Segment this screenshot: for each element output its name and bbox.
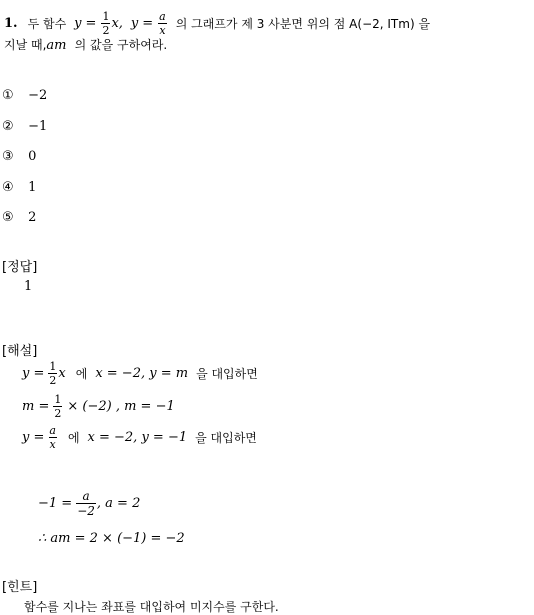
explanation-label: [해설]	[2, 344, 38, 359]
expl1-var: x	[58, 365, 66, 381]
choice-2[interactable]	[2, 119, 47, 134]
eq1-lhs: y	[74, 15, 82, 31]
question-prefix: 두 함수	[27, 16, 67, 31]
explanation-line-3	[22, 419, 257, 455]
choice-2-value: −1	[28, 119, 48, 134]
choice-4-value: 1	[28, 180, 37, 195]
expl1-lhs: y =	[22, 365, 45, 381]
explanation-line-4	[38, 485, 140, 521]
choice-4-mark: ④	[2, 180, 14, 195]
expl1-particle: 에	[75, 366, 88, 381]
expl3-numerator: a	[49, 423, 56, 437]
eq2-denominator: x	[159, 23, 166, 37]
choice-3-value: 0	[28, 149, 37, 164]
eq1-denominator: 2	[102, 23, 110, 37]
choice-3[interactable]	[2, 149, 36, 164]
eq2-equals: =	[142, 15, 154, 31]
hint-text: 함수를 지나는 좌표를 대입하여 미지수를 구한다.	[24, 600, 279, 614]
question-suffix: 의 그래프가 제 3 사분면 위의 점 A(−2, ITm) 을	[175, 16, 431, 31]
expl4-fraction	[76, 490, 96, 517]
choice-2-mark: ②	[2, 119, 14, 134]
question-number: 1.	[4, 15, 18, 31]
expl2-numerator: 1	[54, 392, 62, 406]
expl4-rest: , a = 2	[96, 495, 141, 511]
question-line-2	[4, 36, 167, 53]
question-line2-text: 지날 때,	[4, 38, 47, 52]
eq1-variable: x,	[111, 15, 123, 31]
answer-label: [정답]	[2, 260, 38, 275]
eq1-fraction	[101, 11, 110, 36]
choice-1-mark: ①	[2, 88, 14, 103]
eq2-lhs: y	[130, 15, 139, 31]
expl3-particle: 에	[67, 430, 80, 445]
expl1-fraction	[48, 361, 57, 386]
choice-1[interactable]	[2, 88, 47, 103]
choice-3-mark: ③	[2, 149, 14, 164]
question-line2-var: am	[46, 38, 67, 53]
expl3-fraction	[48, 425, 57, 450]
answer-value: 1	[24, 279, 33, 294]
explanation-line-5: ∴ am = 2 × (−1) = −2	[38, 531, 185, 546]
eq2-fraction	[158, 11, 167, 36]
expl2-fraction	[53, 394, 62, 419]
eq1-numerator: 1	[102, 9, 110, 23]
question-line-1	[4, 8, 430, 38]
explanation-line-2	[22, 389, 175, 423]
expl3-suffix: 을 대입하면	[195, 430, 257, 445]
expl1-denominator: 2	[49, 373, 57, 387]
expl1-numerator: 1	[49, 359, 57, 373]
explanation-line-1	[22, 356, 258, 390]
expl2-rest: × (−2) , m = −1	[67, 398, 175, 414]
expl2-lhs: m =	[22, 398, 50, 414]
expl1-substitution: x = −2, y = m	[95, 365, 189, 381]
hint-label: [힌트]	[2, 580, 38, 595]
expl4-denominator: −2	[77, 503, 95, 518]
eq2-numerator: a	[159, 9, 166, 23]
choice-5-value: 2	[28, 210, 37, 225]
choice-5-mark: ⑤	[2, 210, 14, 225]
expl1-suffix: 을 대입하면	[196, 366, 258, 381]
eq1-equals: =	[85, 15, 97, 31]
question-line2-suffix: 의 값을 구하여라.	[74, 38, 168, 52]
expl3-substitution: x = −2, y = −1	[87, 429, 188, 445]
expl3-denominator: x	[49, 437, 56, 451]
expl2-denominator: 2	[54, 406, 62, 420]
choice-5[interactable]	[2, 210, 36, 225]
expl3-lhs: y =	[22, 429, 45, 445]
expl4-lhs: −1 =	[38, 495, 73, 511]
expl4-numerator: a	[82, 488, 90, 503]
choice-1-value: −2	[28, 88, 48, 103]
choice-4[interactable]	[2, 180, 36, 195]
